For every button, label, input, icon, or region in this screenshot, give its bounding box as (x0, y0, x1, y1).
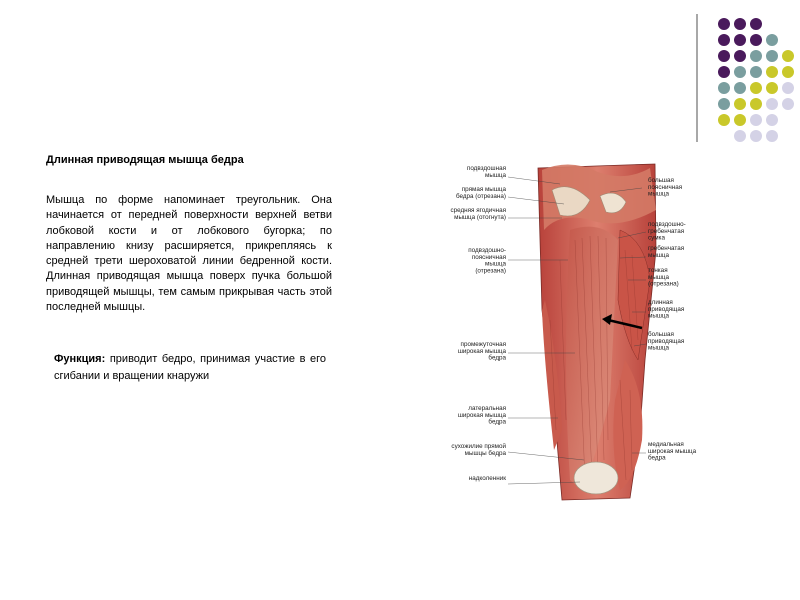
anatomy-illustration (450, 160, 720, 505)
decorative-dot (782, 66, 794, 78)
decorative-dot (750, 98, 762, 110)
left-label-1: прямая мышца бедра (отрезана) (455, 186, 506, 200)
decorative-dot (782, 82, 794, 94)
left-label-4: промежуточная широкая мышца бедра (457, 341, 506, 362)
decorative-dot (734, 66, 746, 78)
decorative-dot (734, 50, 746, 62)
description-paragraph: Мышца по форме напоминает треугольник. Она начинается от передней поверхности верхней ветви лобковой кости и от лобкового бугорка; по направлению книзу расширяется, прикрепляясь к средней трети шероховатой линии бедренной кости. Длинная приводящая мышца поверх пучка большой приводящей мышцы, тем самым прикрывая часть этой последней мышцы. (46, 194, 332, 314)
decorative-dot (734, 114, 746, 126)
decorative-dot (782, 98, 794, 110)
decorative-dot (718, 66, 730, 78)
decorative-dot (718, 114, 730, 126)
decorative-dot (750, 114, 762, 126)
decorative-dot (718, 34, 730, 46)
function-text: приводит бедро, принимая участие в его сгибании и вращении кнаружи (54, 353, 326, 382)
left-label-3: подвздошно-поясничная мышца (отрезана) (468, 247, 506, 275)
decorative-dot (750, 18, 762, 30)
right-label-1: подвздошно-гребенчатая сумка (648, 221, 686, 242)
right-label-4: длинная приводящая мышца (648, 299, 685, 320)
decorative-dot (750, 50, 762, 62)
function-paragraph (54, 351, 326, 384)
decorative-dot (734, 18, 746, 30)
decorative-dot (734, 130, 746, 142)
right-label-2: гребенчатая мышца (648, 245, 685, 259)
decorative-dot (750, 34, 762, 46)
decorative-dot (766, 130, 778, 142)
right-label-5: большая приводящая мышца (648, 331, 685, 352)
left-label-0: подвздошная мышца (466, 165, 506, 179)
decorative-dot (734, 82, 746, 94)
left-labels (450, 165, 506, 482)
decorative-dot (766, 66, 778, 78)
right-label-6: медиальная широкая мышца бедра (648, 441, 697, 462)
patella (574, 462, 618, 494)
decorative-dot (718, 82, 730, 94)
decorative-dot (750, 66, 762, 78)
decorative-dot (718, 18, 730, 30)
decorative-dot (718, 98, 730, 110)
decorative-dot (766, 82, 778, 94)
function-label: Функция: (54, 353, 106, 365)
left-label-6: сухожилие прямой мышцы бедра (451, 443, 506, 457)
right-label-0: большая поясничная мышца (648, 177, 683, 198)
decorative-dot (766, 114, 778, 126)
left-label-2: средняя ягодичная мышца (отогнута) (450, 207, 506, 221)
left-label-7: надколенник (468, 475, 506, 482)
left-label-5: латеральная широкая мышца бедра (457, 405, 506, 426)
slide-title: Длинная приводящая мышца бедра (46, 154, 244, 166)
decorative-dot (766, 50, 778, 62)
right-label-3: тонкая мышца (отрезана) (648, 267, 679, 288)
decorative-dot (782, 50, 794, 62)
decorative-dot (718, 50, 730, 62)
decorative-dot (734, 98, 746, 110)
decorative-dot (766, 34, 778, 46)
decorative-vertical-line (696, 14, 698, 142)
decorative-dot (766, 98, 778, 110)
decorative-dot (750, 130, 762, 142)
decorative-dot (734, 34, 746, 46)
decorative-dot (750, 82, 762, 94)
